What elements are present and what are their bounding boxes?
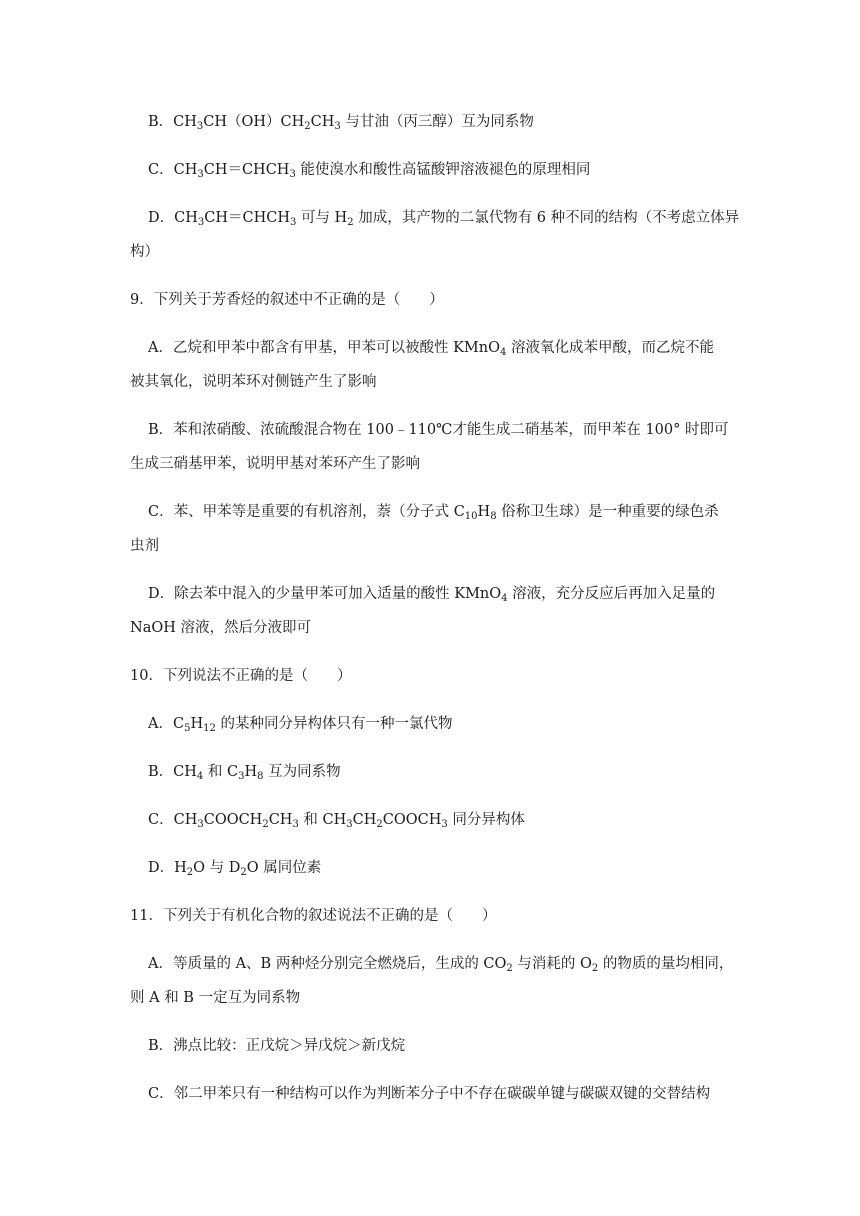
q9-option-d-cont: NaOH 溶液，然后分液即可 [130, 620, 311, 636]
q11-option-a: A．等质量的 A、B 两种烃分别完全燃烧后，生成的 $CO_2$ 与消耗的 $O_2$ 的物质的量均相同， [148, 956, 734, 974]
q11-option-c: C．邻二甲苯只有一种结构可以作为判断苯分子中不存在碳碳单键与碳碳双键的交替结构 [148, 1086, 711, 1102]
q9-option-c-cont: 虫剂 [130, 538, 159, 554]
q11-stem: 11．下列关于有机化合物的叙述说法不正确的是（ ） [130, 908, 497, 924]
q9-option-b-cont: 生成三硝基甲苯，说明甲基对苯环产生了影响 [130, 456, 420, 472]
q9-option-a-cont: 被其氧化，说明苯环对侧链产生了影响 [130, 374, 377, 390]
q10-option-d: D．$H_2O$ 与 $D_2O$ 属同位素 [148, 860, 322, 878]
q8-option-d-cont: 构） [130, 244, 159, 260]
q8-option-b: B．$CH_3CH(OH)CH_2CH_3$ 与甘油（丙三醇）互为同系物 [148, 114, 534, 132]
q10-option-c: C．$CH_3COOCH_2CH_3$ 和 $CH_3CH_2COOCH_3$ 同分异构体 [148, 812, 525, 830]
q10-stem: 10．下列说法不正确的是（ ） [130, 668, 352, 684]
q9-option-c: C．苯、甲苯等是重要的有机溶剂，萘（分子式 $C_{10}H_8$ 俗称卫生球）是一种重要的绿色杀 [148, 504, 719, 522]
q10-option-b: B．$CH_4$ 和 $C_3H_8$ 互为同系物 [148, 764, 341, 782]
q9-option-a: A．乙烷和甲苯中都含有甲基，甲苯可以被酸性 KMnO$_4$ 溶液氧化成苯甲酸，而乙烷不能 [148, 340, 714, 358]
q10-option-a: A．$C_5H_{12}$ 的某种同分异构体只有一种一氯代物 [148, 716, 453, 734]
q9-stem: 9．下列关于芳香烃的叙述中不正确的是（ ） [130, 292, 444, 308]
q9-option-b: B．苯和浓硝酸、浓硫酸混合物在 100﹣110℃才能生成二硝基苯，而甲苯在 100° 时即可 [148, 422, 729, 438]
q9-option-d: D．除去苯中混入的少量甲苯可加入适量的酸性 KMnO$_4$ 溶液，充分反应后再加入足量的 [148, 586, 716, 604]
q8-option-c: C．$CH_3CH=CHCH_3$ 能使溴水和酸性高锰酸钾溶液褪色的原理相同 [148, 162, 591, 180]
q11-option-b: B．沸点比较：正戊烷＞异戊烷＞新戊烷 [148, 1038, 406, 1054]
q11-option-a-cont: 则 A 和 B 一定互为同系物 [130, 990, 301, 1006]
q8-option-d: D．$CH_3CH=CHCH_3$ 可与 $H_2$ 加成，其产物的二氯代物有 6 种不同的结构（不考虑立体异 [148, 210, 740, 228]
